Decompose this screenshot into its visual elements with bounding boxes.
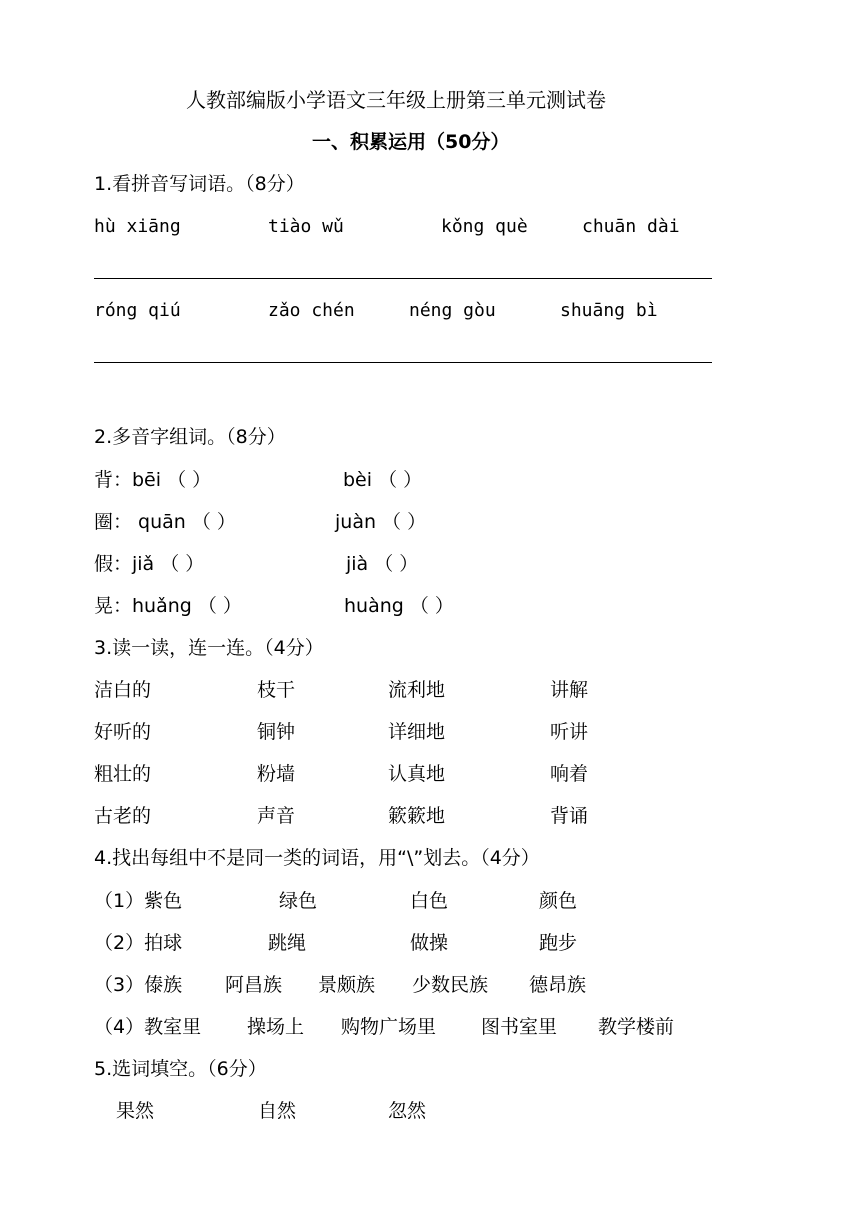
section-heading: 一、积累运用（50分）	[312, 131, 510, 153]
match-word: 粗壮的	[94, 763, 152, 785]
group-word: 购物广场里	[341, 1016, 437, 1038]
group-word: （4）教室里	[94, 1016, 202, 1038]
answer-line	[94, 362, 712, 363]
question-4-heading: 4.找出每组中不是同一类的词语，用“\”划去。（4分）	[94, 847, 540, 869]
pinyin-item: hù xiāng	[94, 216, 181, 237]
match-word: 粉墙	[257, 763, 296, 785]
pinyin-item: tiào wǔ	[268, 216, 344, 237]
match-word: 响着	[550, 763, 589, 785]
polyphone-item: bèi （ ）	[343, 469, 423, 491]
exam-title: 人教部编版小学语文三年级上册第三单元测试卷	[186, 88, 606, 112]
choice-word: 忽然	[388, 1100, 427, 1122]
pinyin-item: néng gòu	[409, 300, 496, 321]
answer-line	[94, 278, 712, 279]
group-word: 德昂族	[529, 974, 587, 996]
polyphone-item: 假：jiǎ （ ）	[94, 553, 205, 575]
group-word: （1）紫色	[94, 890, 183, 912]
group-word: 跑步	[539, 932, 578, 954]
match-word: 洁白的	[94, 679, 152, 701]
group-word: 阿昌族	[225, 974, 283, 996]
match-word: 声音	[257, 805, 296, 827]
group-word: 图书室里	[481, 1016, 558, 1038]
polyphone-item: 晃：huǎng （ ）	[94, 595, 242, 617]
group-word: 操场上	[247, 1016, 305, 1038]
match-word: 流利地	[388, 679, 446, 701]
polyphone-item: jià （ ）	[346, 553, 419, 575]
match-word: 铜钟	[257, 721, 296, 743]
polyphone-item: juàn （ ）	[335, 511, 427, 533]
question-3-heading: 3.读一读，连一连。（4分）	[94, 637, 324, 659]
group-word: 白色	[410, 890, 449, 912]
match-word: 好听的	[94, 721, 152, 743]
question-5-heading: 5.选词填空。（6分）	[94, 1058, 267, 1080]
group-word: 教学楼前	[598, 1016, 675, 1038]
group-word: 跳绳	[268, 932, 307, 954]
pinyin-item: zǎo chén	[268, 300, 355, 321]
match-word: 枝干	[257, 679, 296, 701]
group-word: （2）拍球	[94, 932, 183, 954]
group-word: 少数民族	[412, 974, 489, 996]
question-2-heading: 2.多音字组词。（8分）	[94, 426, 286, 448]
match-word: 古老的	[94, 805, 152, 827]
group-word: 做操	[410, 932, 449, 954]
match-word: 背诵	[550, 805, 589, 827]
polyphone-item: huàng （ ）	[344, 595, 454, 617]
question-1-heading: 1.看拼音写词语。（8分）	[94, 173, 305, 195]
polyphone-item: 背：bēi （ ）	[94, 469, 212, 491]
choice-word: 果然	[116, 1100, 155, 1122]
pinyin-item: chuān dài	[582, 216, 680, 237]
match-word: 讲解	[550, 679, 589, 701]
polyphone-item: 圈： quān （ ）	[94, 511, 236, 533]
group-word: 绿色	[279, 890, 318, 912]
group-word: 颜色	[539, 890, 578, 912]
match-word: 听讲	[550, 721, 589, 743]
match-word: 簌簌地	[388, 805, 446, 827]
group-word: 景颇族	[318, 974, 376, 996]
choice-word: 自然	[258, 1100, 297, 1122]
pinyin-item: róng qiú	[94, 300, 181, 321]
match-word: 认真地	[388, 763, 446, 785]
match-word: 详细地	[388, 721, 446, 743]
group-word: （3）傣族	[94, 974, 183, 996]
pinyin-item: shuāng bì	[560, 300, 658, 321]
pinyin-item: kǒng què	[441, 216, 528, 237]
